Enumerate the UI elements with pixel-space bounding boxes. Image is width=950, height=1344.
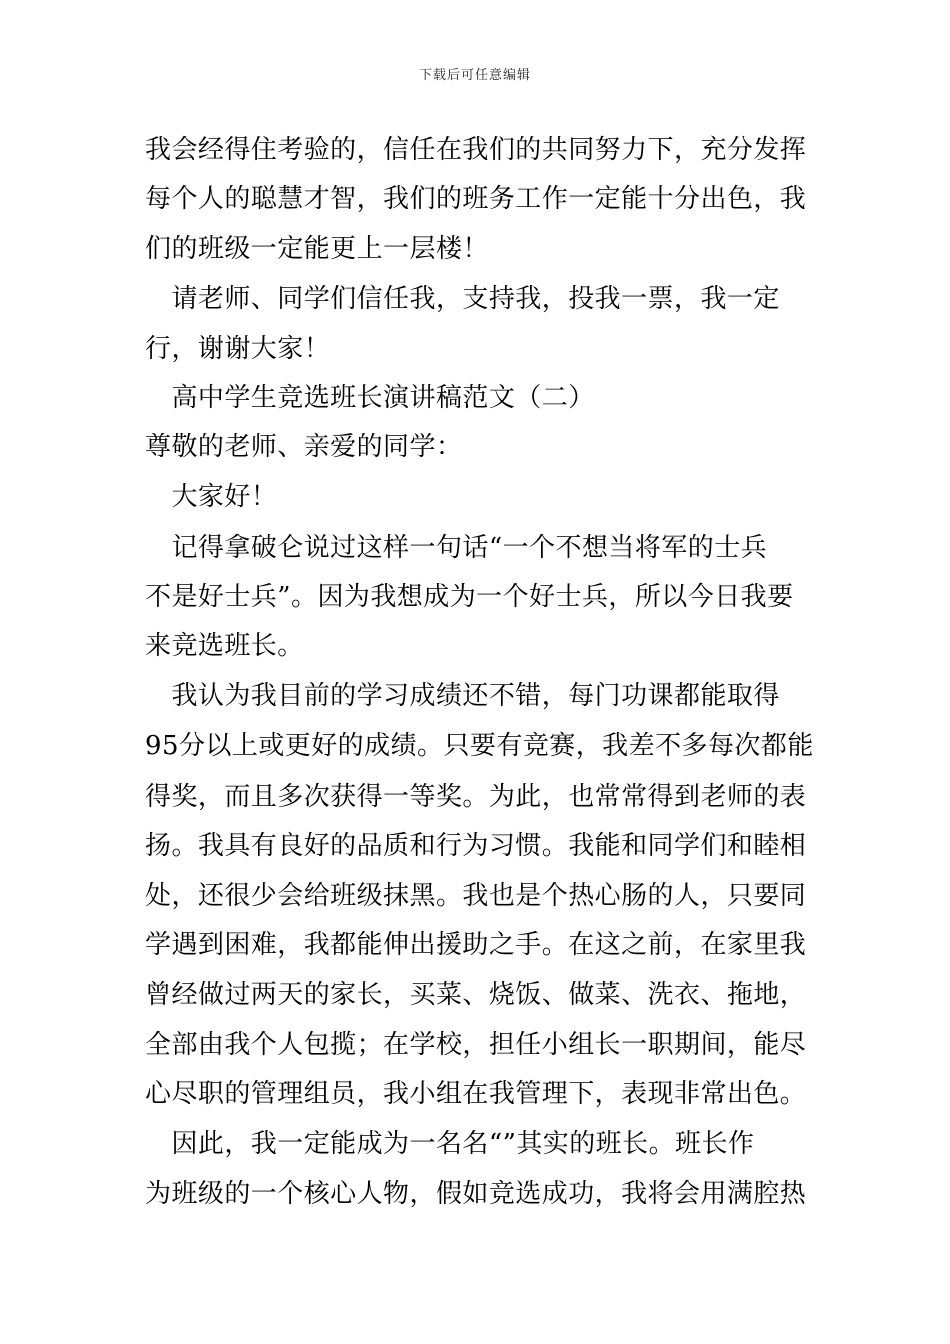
- text-line: 因此，我一定能成为一名名“”其实的班长。班长作: [145, 1129, 755, 1159]
- text-line: 为班级的一个核心人物，假如竞选成功，我将会用满腔热: [145, 1179, 807, 1209]
- text-line: 处，还很少会给班级抹黑。我也是个热心肠的人，只要同: [145, 881, 807, 911]
- text-line: 请老师、同学们信任我，支持我，投我一票，我一定: [145, 284, 780, 314]
- text-line: 得奖，而且多次获得一等奖。为此，也常常得到老师的表: [145, 782, 807, 812]
- text-line: 我会经得住考验的，信任在我们的共同努力下，充分发挥: [145, 135, 807, 165]
- text-line: 们的班级一定能更上一层楼！: [145, 234, 489, 264]
- page-header: 下载后可任意编辑: [418, 68, 531, 83]
- text-line: 曾经做过两天的家长，买菜、烧饭、做菜、洗衣、拖地，: [145, 980, 807, 1010]
- text-line: 95分以上或更好的成绩。只要有竞赛，我差不多每次都能: [145, 731, 814, 761]
- text-line: 不是好士兵”。因为我想成为一个好士兵，所以今日我要: [145, 582, 794, 612]
- text-line: 心尽职的管理组员，我小组在我管理下，表现非常出色。: [145, 1079, 807, 1109]
- text-line: 记得拿破仑说过这样一句话“一个不想当将军的士兵: [145, 533, 768, 563]
- text-line: 来竞选班长。: [145, 631, 304, 661]
- salutation: 尊敬的老师、亲爱的同学：: [145, 432, 463, 462]
- text-line: 全部由我个人包揽；在学校，担任小组长一职期间，能尽: [145, 1030, 807, 1060]
- text-line: 我认为我目前的学习成绩还不错，每门功课都能取得: [145, 681, 780, 711]
- text-line: 行，谢谢大家！: [145, 334, 331, 364]
- text-line: 每个人的聪慧才智，我们的班务工作一定能十分出色，我: [145, 184, 807, 214]
- section-title: 高中学生竞选班长演讲稿范文（二）: [145, 383, 595, 413]
- greeting: 大家好！: [145, 482, 278, 512]
- text-line: 扬。我具有良好的品质和行为习惯。我能和同学们和睦相: [145, 831, 807, 861]
- text-line: 学遇到困难，我都能伸出援助之手。在这之前，在家里我: [145, 930, 807, 960]
